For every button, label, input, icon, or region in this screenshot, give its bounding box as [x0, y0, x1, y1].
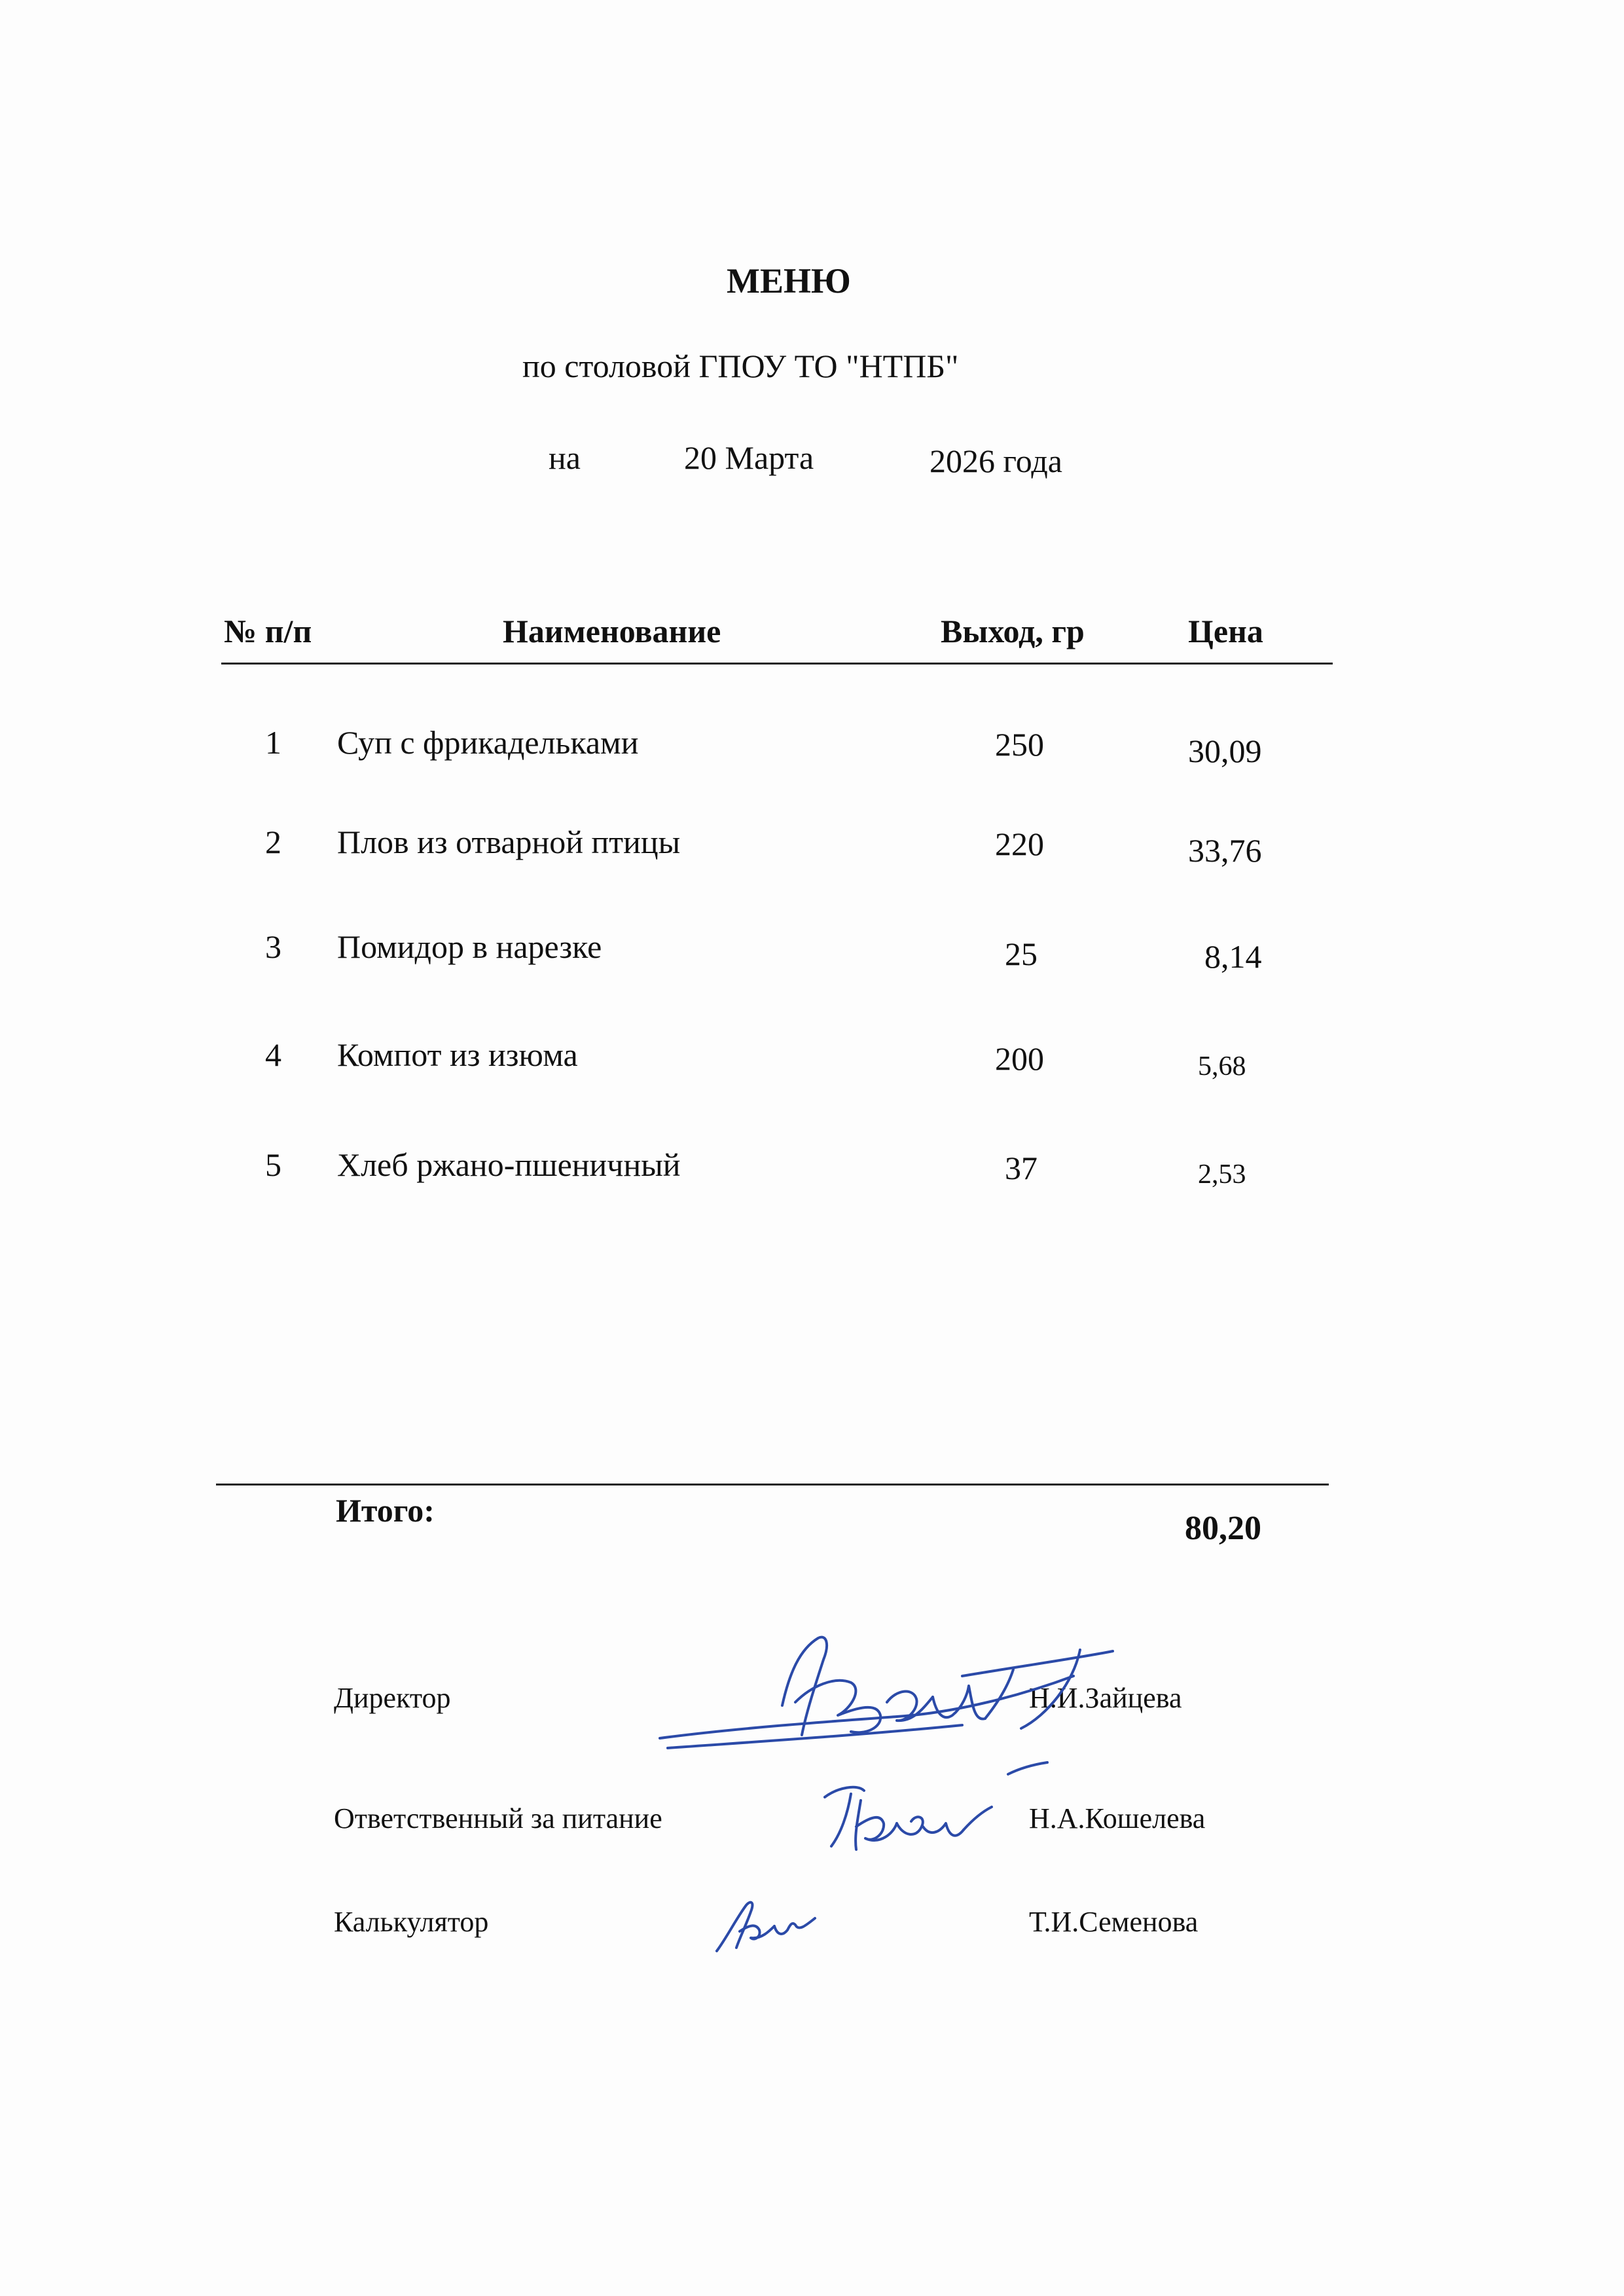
table-header-rule [221, 663, 1333, 665]
signature-name-calculator: Т.И.Семенова [1029, 1906, 1199, 1938]
total-label: Итого: [336, 1492, 435, 1529]
column-header-number: № п/п [224, 613, 312, 649]
row-output: 37 [1005, 1150, 1038, 1186]
row-price: 5,68 [1198, 1051, 1246, 1082]
column-header-output: Выход, гр [941, 613, 1085, 649]
total-value: 80,20 [1185, 1510, 1261, 1547]
row-number: 1 [265, 724, 281, 761]
row-dish-name: Суп с фрикадельками [337, 724, 639, 761]
row-output: 25 [1005, 936, 1038, 972]
row-price: 33,76 [1188, 832, 1262, 869]
row-dish-name: Помидор в нарезке [337, 928, 602, 965]
row-output: 250 [995, 726, 1044, 763]
row-output: 200 [995, 1040, 1044, 1077]
signature-name-nutrition: Н.А.Кошелева [1029, 1802, 1206, 1834]
date-prefix: на [549, 439, 581, 476]
row-dish-name: Плов из отварной птицы [337, 824, 681, 860]
signature-role-calculator: Калькулятор [334, 1906, 489, 1938]
row-number: 4 [265, 1036, 281, 1073]
row-number: 2 [265, 824, 281, 860]
row-price: 8,14 [1204, 938, 1262, 975]
date-day-month: 20 Марта [684, 439, 814, 476]
signature-role-director: Директор [334, 1682, 451, 1714]
row-price: 30,09 [1188, 733, 1262, 769]
document-subtitle: по столовой ГПОУ ТО "НТПБ" [522, 348, 959, 384]
row-number: 5 [265, 1146, 281, 1183]
row-output: 220 [995, 826, 1044, 862]
nutrition-signature [812, 1761, 1074, 1859]
column-header-name: Наименование [503, 613, 721, 649]
date-year: 2026 года [929, 443, 1062, 479]
signature-role-nutrition: Ответственный за питание [334, 1802, 662, 1834]
column-header-price: Цена [1188, 613, 1263, 649]
row-number: 3 [265, 928, 281, 965]
calculator-signature [710, 1886, 828, 1958]
director-signature [655, 1624, 1126, 1768]
signature-name-director: Н.И.Зайцева [1029, 1682, 1182, 1714]
table-total-rule [216, 1484, 1329, 1485]
row-dish-name: Хлеб ржано-пшеничный [337, 1146, 681, 1183]
row-dish-name: Компот из изюма [337, 1036, 578, 1073]
document-title: МЕНЮ [727, 261, 851, 301]
row-price: 2,53 [1198, 1159, 1246, 1190]
